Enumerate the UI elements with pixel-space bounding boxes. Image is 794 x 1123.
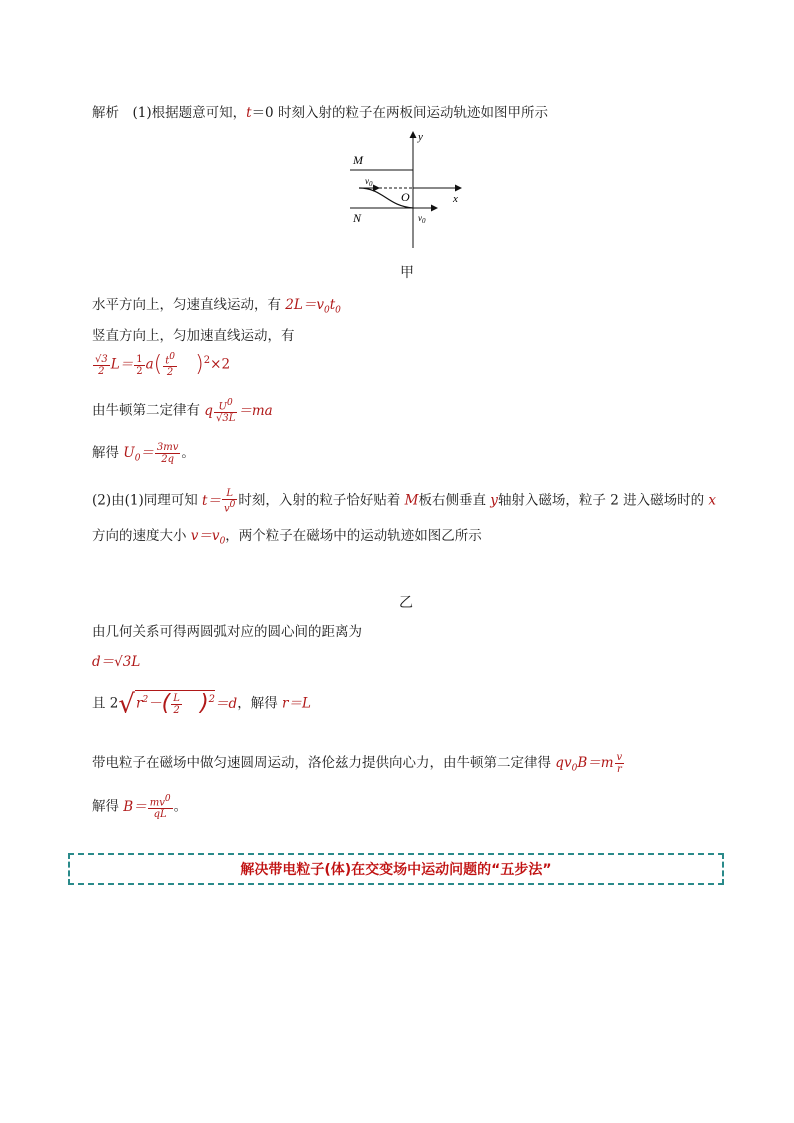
part-two-velocity: 方向的速度大小 $v=v_0$，两个粒子在磁场中的运动轨迹如图乙所示 [92,528,482,547]
banner-title: 解决带电粒子(体)在交变场中运动问题的“五步法” [240,862,552,878]
x-label: x [453,193,458,205]
vertical-motion: 竖直方向上，匀加速直线运动，有 [92,328,295,344]
n-label: N [353,211,362,225]
y-label: y [418,131,423,143]
caption-yi: 乙 [399,595,413,611]
figure-jia [345,128,470,250]
horizontal-motion: 水平方向上，匀速直线运动，有 $2L=v_0t_0$ [92,297,341,316]
o-label: O [401,190,410,204]
radius-equation: 且 $2√r^2-$( $\frac{L}{2}$ )$^2$＝d，解得 r＝L [92,689,311,719]
v0-label-bottom: $v_0$ [418,213,426,225]
solve-u0: 解得 $U_0=$ $\frac{3mv}{2q}$ 。 [92,442,195,465]
caption-jia: 甲 [400,265,414,281]
section-banner [68,853,724,885]
newton-second-law: 由牛顿第二定律有 q $\frac{U^0}{√3L}$ ＝ma [92,398,273,425]
analysis-intro: 解析 (1)根据题意可知，t＝0 时刻入射的粒子在两板间运动轨迹如图甲所示 [92,105,548,121]
solve-b: 解得 B＝ $\frac{mv^0}{qL}$ 。 [92,794,188,821]
v0-label-top: $v_0$ [365,176,373,188]
lorentz-force: 带电粒子在磁场中做匀速圆周运动，洛伦兹力提供向心力，由牛顿第二定律得 $qv_0B=m$ $\frac{v}{r}$ [92,752,623,775]
equation-vertical: $\frac{√3}{2}$ L＝ $\frac{1}{2}$ a( $\frac{t^0}{2}$ )$^2$×2 [95,352,231,379]
m-label: M [353,153,363,167]
geometry-relation: 由几何关系可得两圆弧对应的圆心间的距离为 [92,624,362,640]
center-distance: d＝√3L [92,654,141,670]
part-two-intro: (2)由(1)同理可知 t＝ $\frac{L}{v^0}$ 时刻，入射的粒子恰好贴着 M板右侧垂直 y轴射入磁场，粒子 2 进入磁场时的 x [92,488,717,515]
